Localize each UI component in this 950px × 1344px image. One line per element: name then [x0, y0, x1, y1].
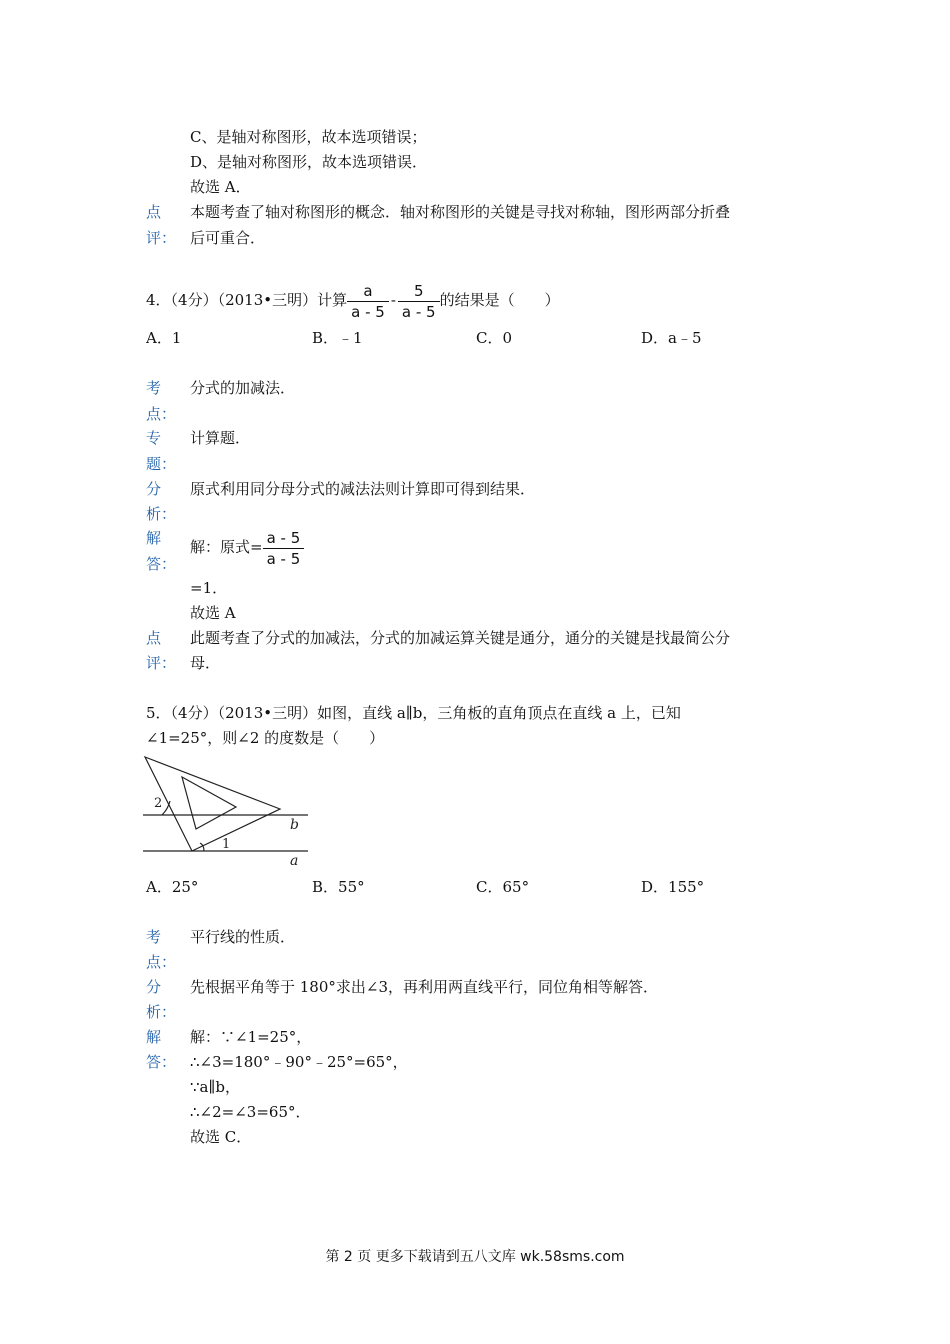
q5-jieda-line-4: ∴∠2=∠3=65°．	[190, 1103, 311, 1121]
page-footer: 第 2 页 更多下载请到五八文库 wk.58sms.com	[325, 1249, 625, 1265]
q4-zhuanti-label-2: 题：	[146, 455, 177, 473]
q5-kaodian-label-2: 点：	[146, 953, 177, 971]
q4-stem-prefix: 4．（4分）（2013•三明）计算	[146, 291, 348, 309]
q4-dianping-label-2: 评：	[146, 654, 177, 672]
inner-triangle	[182, 777, 236, 829]
q4-stem-suffix: 的结果是（ ）	[439, 291, 560, 309]
q5-option-d: D．155°	[641, 878, 705, 896]
q4-stem	[146, 280, 560, 322]
q5-fenxi-label-2: 析：	[146, 1003, 177, 1021]
q3-line-c: C、是轴对称图形，故本选项错误；	[190, 128, 427, 146]
q5-option-b: B．55°	[312, 878, 365, 896]
q4-option-b: B．﹣1	[312, 329, 363, 347]
q4-fenxi-label-2: 析：	[146, 505, 177, 523]
q4-fraction-1	[347, 281, 389, 322]
q3-comment-label-1: 点	[146, 203, 162, 221]
q4-frac1-num: a	[347, 281, 389, 302]
q4-jieda-frac-num: a - 5	[263, 528, 305, 549]
q3-comment-label-2: 评：	[146, 229, 177, 247]
q4-option-c: C．0	[476, 329, 513, 347]
line-a-label: a	[290, 853, 299, 869]
q4-jieda	[190, 527, 304, 569]
q5-stem-line-1: 5．（4分）（2013•三明）如图，直线 a∥b，三角板的直角顶点在直线 a 上，已知	[146, 704, 681, 722]
angle-2-arc	[162, 801, 170, 815]
q5-option-a: A．25°	[146, 878, 199, 896]
q4-fraction-2	[398, 281, 440, 322]
q4-kaodian: 分式的加减法．	[190, 379, 296, 397]
q4-jieda-prefix: 解：原式=	[190, 538, 263, 556]
q4-option-a: A．1	[146, 329, 182, 347]
q4-frac2-num: 5	[398, 281, 440, 302]
q4-jieda-label-2: 答：	[146, 555, 177, 573]
q5-jieda-line-3: ∵a∥b，	[190, 1078, 241, 1096]
line-b-label: b	[290, 817, 299, 833]
q4-jieda-line-1: =1．	[190, 579, 228, 597]
q4-frac2-den: a - 5	[401, 302, 436, 321]
q4-frac1-den: a - 5	[351, 302, 385, 321]
q5-jieda-label-1: 解	[146, 1028, 162, 1046]
q4-jieda-frac-den: a - 5	[266, 549, 301, 568]
outer-triangle	[145, 757, 280, 851]
q4-zhuanti: 计算题．	[190, 429, 251, 447]
q5-jieda-label-2: 答：	[146, 1053, 177, 1071]
q5-option-c: C．65°	[476, 878, 530, 896]
q5-fenxi-label-1: 分	[146, 978, 162, 996]
q5-jieda-line-5: 故选 C．	[190, 1128, 252, 1146]
q5-kaodian-label-1: 考	[146, 928, 162, 946]
q4-kaodian-label-2: 点：	[146, 405, 177, 423]
q4-dianping-label-1: 点	[146, 629, 162, 647]
q3-comment-line-2: 后可重合．	[190, 229, 266, 247]
q4-fenxi: 原式利用同分母分式的减法法则计算即可得到结果．	[190, 480, 536, 498]
q3-comment-line-1: 本题考查了轴对称图形的概念．轴对称图形的关键是寻找对称轴，图形两部分折叠	[190, 203, 731, 221]
angle-1-label: 1	[222, 837, 231, 852]
q5-jieda-line-1: 解：∵∠1=25°，	[190, 1028, 312, 1046]
q3-answer: 故选 A．	[190, 178, 251, 196]
q4-option-d: D．a﹣5	[641, 329, 702, 347]
q4-jieda-line-2: 故选 A	[190, 604, 236, 622]
q5-kaodian: 平行线的性质．	[190, 928, 296, 946]
q4-zhuanti-label-1: 专	[146, 429, 162, 447]
q4-kaodian-label-1: 考	[146, 379, 162, 397]
q5-triangle-figure	[140, 753, 315, 871]
q4-minus: -	[390, 291, 396, 309]
angle-2-label: 2	[154, 796, 163, 811]
q4-dianping-line-1: 此题考查了分式的加减法，分式的加减运算关键是通分，通分的关键是找最简公分	[190, 629, 731, 647]
q5-jieda-line-2: ∴∠3=180°﹣90°﹣25°=65°，	[190, 1053, 408, 1071]
q5-stem-line-2: ∠1=25°，则∠2 的度数是（ ）	[146, 729, 385, 747]
q3-line-d: D、是轴对称图形，故本选项错误．	[190, 153, 428, 171]
q4-jieda-fraction	[263, 528, 305, 569]
q4-fenxi-label-1: 分	[146, 480, 162, 498]
q5-fenxi: 先根据平角等于 180°求出∠3，再利用两直线平行，同位角相等解答．	[190, 978, 659, 996]
q4-jieda-label-1: 解	[146, 529, 162, 547]
q4-dianping-line-2: 母．	[190, 654, 221, 672]
